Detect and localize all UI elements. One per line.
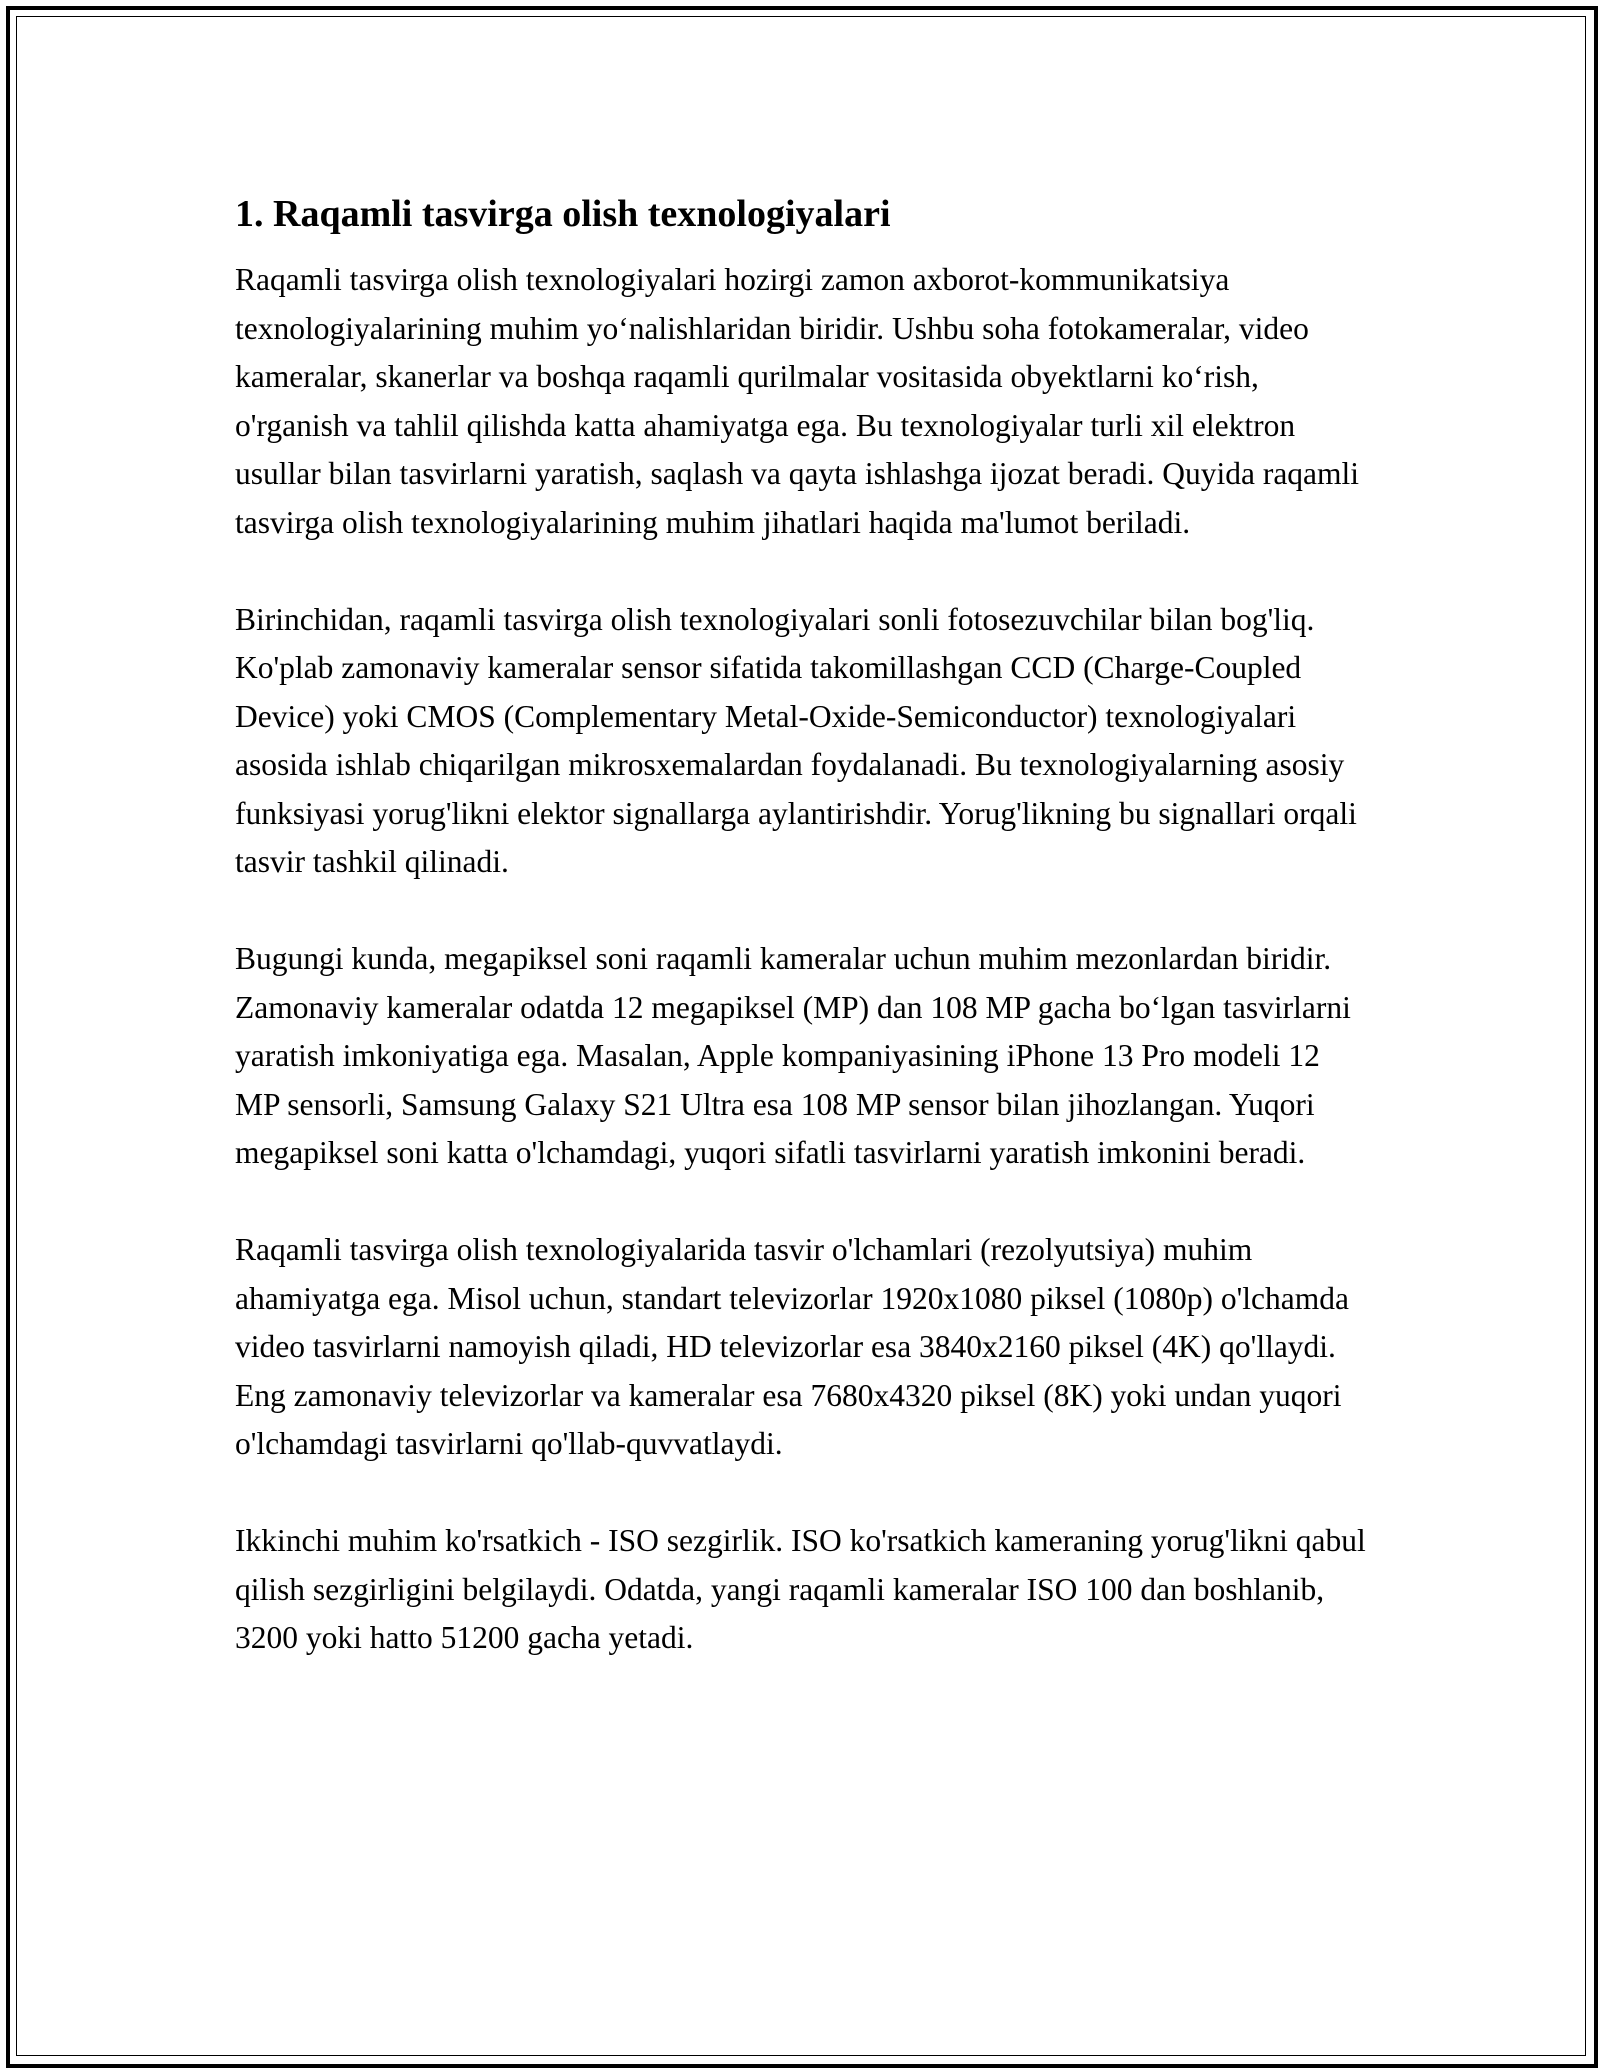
section-heading: 1. Raqamli tasvirga olish texnologiyalari (235, 193, 891, 235)
document-body (235, 188, 1370, 1663)
paragraph-5: Ikkinchi muhim ko'rsatkich - ISO sezgirlik. ISO ko'rsatkich kameraning yorug'likni qabul qilish sezgirligini belgilaydi. Odatda, yangi raqamli kameralar ISO 100 dan boshlanib, 3200 yoki hatto 51200 gacha yetadi. (235, 1523, 1366, 1655)
paragraph-4: Raqamli tasvirga olish texnologiyalarida tasvir o'lchamlari (rezolyutsiya) muhim ahamiyatga ega. Misol uchun, standart televizorlar 1920x1080 piksel (1080p) o'lchamda video tasvirlarni namoyish qiladi, HD televizorlar esa 3840x2160 piksel (4K) qo'llaydi. Eng zamonaviy televizorlar va kameralar esa 7680x4320 piksel (8K) yoki undan yuqori o'lchamdagi tasvirlarni qo'llab-quvvatlaydi. (235, 1232, 1349, 1461)
paragraph-2: Birinchidan, raqamli tasvirga olish texnologiyalari sonli fotosezuvchilar bilan bog'liq. Ko'plab zamonaviy kameralar sensor sifatida takomillashgan CCD (Charge-Coupled Device) yoki CMOS (Complementary Metal-Oxide-Semiconductor) texnologiyalari asosida ishlab chiqarilgan mikrosxemalardan foydalanadi. Bu texnologiyalarning asosiy funksiyasi yorug'likni elektor signallarga aylantirishdir. Yorug'likning bu signallari orqali tasvir tashkil qilinadi. (235, 601, 1357, 879)
paragraph-1: Raqamli tasvirga olish texnologiyalari hozirgi zamon axborot-kommunikatsiya texnologiyalarining muhim yo‘nalishlaridan biridir. Ushbu soha fotokameralar, video kameralar, skanerlar va boshqa raqamli qurilmalar vositasida obyektlarni ko‘rish, o'rganish va tahlil qilishda katta ahamiyatga ega. Bu texnologiyalar turli xil elektron usullar bilan tasvirlarni yaratish, saqlash va qayta ishlashga ijozat beradi. Quyida raqamli tasvirga olish texnologiyalarining muhim jihatlari haqida ma'lumot beriladi. (235, 262, 1360, 540)
paragraph-3: Bugungi kunda, megapiksel soni raqamli kameralar uchun muhim mezonlardan biridir. Zamonaviy kameralar odatda 12 megapiksel (MP) dan 108 MP gacha bo‘lgan tasvirlarni yaratish imkoniyatiga ega. Masalan, Apple kompaniyasining iPhone 13 Pro modeli 12 MP sensorli, Samsung Galaxy S21 Ultra esa 108 MP sensor bilan jihozlangan. Yuqori megapiksel soni katta o'lchamdagi, yuqori sifatli tasvirlarni yaratish imkonini beradi. (235, 941, 1351, 1170)
